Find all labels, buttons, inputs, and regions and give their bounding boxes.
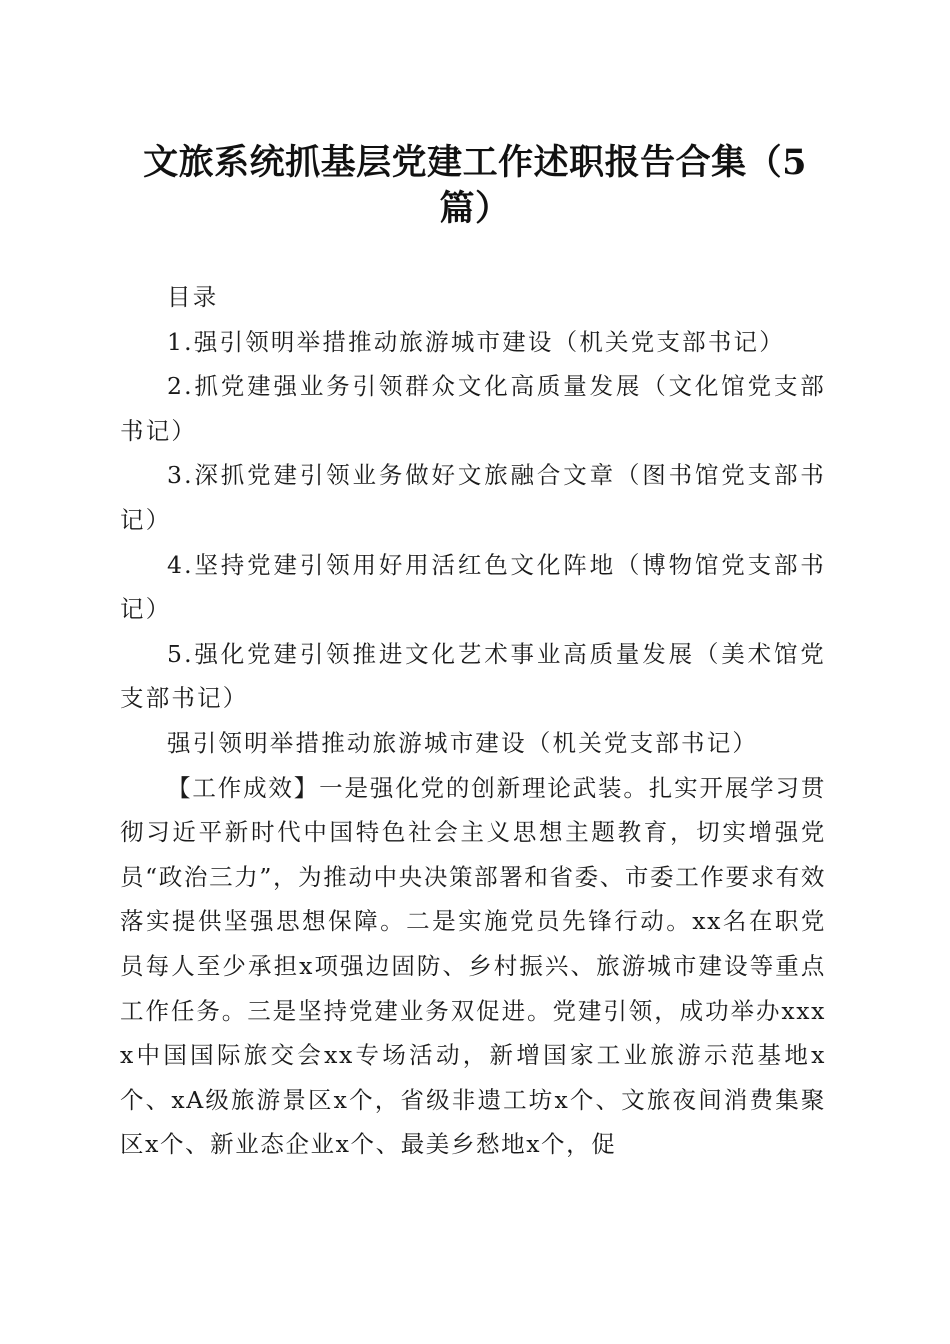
toc-heading: 目录 — [167, 283, 219, 311]
section-body-paragraph: 【工作成效】一是强化党的创新理论武装。扎实开展学习贯彻习近平新时代中国特色社会主义思想主题教育，切实增强党员“政治三力”，为推动中央决策部署和省委、市委工作要求有效落实提供坚强思想保障。二是实施党员先锋行动。xx名在职党员每人至少承担x项强边固防、乡村振兴、旅游城市建设等重点工作任务。三是坚持党建业务双促进。党建引领，成功举办xxxx中国国际旅交会xx专场活动，新增国家工业旅游示范基地x个、xA级旅游景区x个，省级非遗工坊x个、文旅夜间消费集聚区x个、新业态企业x个、最美乡愁地x个，促 — [120, 773, 826, 1159]
document-title: 文旅系统抓基层党建工作述职报告合集（5篇） — [143, 142, 807, 229]
toc-item-1: 1.强引领明举措推动旅游城市建设（机关党支部书记） — [167, 327, 785, 356]
document-body — [120, 275, 826, 1167]
section-title: 强引领明举措推动旅游城市建设（机关党支部书记） — [167, 728, 759, 757]
toc-item-3: 3.深抓党建引领业务做好文旅融合文章（图书馆党支部书记） — [120, 461, 826, 534]
toc-item-5: 5.强化党建引领推进文化艺术事业高质量发展（美术馆党支部书记） — [120, 639, 826, 713]
toc-item-2: 2.抓党建强业务引领群众文化高质量发展（文化馆党支部书记） — [120, 372, 826, 445]
toc-item-4: 4.坚持党建引领用好用活红色文化阵地（博物馆党支部书记） — [120, 550, 826, 624]
